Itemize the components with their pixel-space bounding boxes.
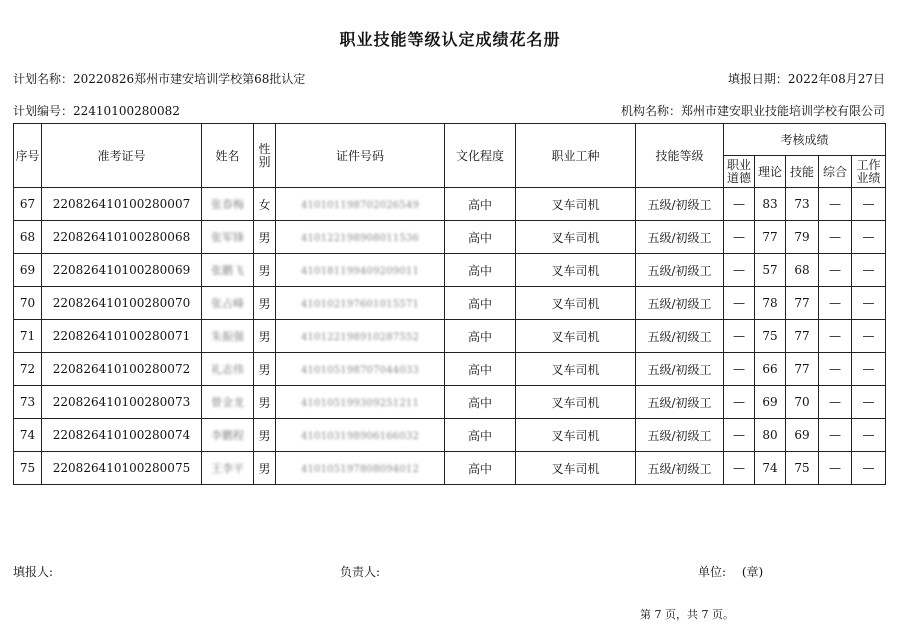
cell-gender: 男 — [254, 254, 276, 287]
cell-skill: 77 — [786, 287, 819, 320]
cell-ethics: — — [724, 419, 755, 452]
cell-education: 高中 — [445, 287, 516, 320]
cell-ethics: — — [724, 287, 755, 320]
cell-gender: 男 — [254, 320, 276, 353]
organization-value: 郑州市建安职业技能培训学校有限公司 — [680, 104, 885, 118]
cell-name-value: 曾金龙 — [211, 396, 244, 409]
cell-seq: 72 — [14, 353, 42, 386]
cell-skill-level: 五级/初级工 — [636, 254, 724, 287]
cell-name — [202, 320, 254, 353]
cell-id-number-value: 410101198702026549 — [300, 200, 420, 211]
cell-occupation: 叉车司机 — [516, 254, 636, 287]
cell-education: 高中 — [445, 353, 516, 386]
cell-id-number — [276, 353, 445, 386]
cell-education: 高中 — [445, 254, 516, 287]
cell-exam-number: 220826410100280075 — [42, 452, 202, 485]
cell-name — [202, 386, 254, 419]
table-header-row — [14, 124, 886, 156]
header-id-number: 证件号码 — [276, 124, 445, 188]
seal-label: (章) — [741, 565, 764, 579]
cell-occupation: 叉车司机 — [516, 452, 636, 485]
cell-skill: 69 — [786, 419, 819, 452]
cell-id-number-value: 410122198908011536 — [300, 233, 420, 244]
cell-performance: — — [852, 452, 886, 485]
cell-theory: 66 — [755, 353, 786, 386]
cell-occupation: 叉车司机 — [516, 188, 636, 221]
cell-performance: — — [852, 419, 886, 452]
cell-name-value: 张军锋 — [211, 231, 244, 244]
cell-occupation: 叉车司机 — [516, 386, 636, 419]
cell-name-value: 张占峰 — [211, 297, 244, 310]
cell-education: 高中 — [445, 419, 516, 452]
cell-ethics: — — [724, 452, 755, 485]
plan-number-value: 22410100280082 — [73, 104, 180, 118]
cell-comprehensive: — — [819, 452, 852, 485]
cell-education: 高中 — [445, 386, 516, 419]
cell-theory: 69 — [755, 386, 786, 419]
table-row — [14, 320, 886, 353]
filler-signature: 填报人: — [13, 565, 54, 579]
document-title: 职业技能等级认定成绩花名册 — [339, 30, 561, 49]
score-roster-table — [13, 123, 886, 485]
plan-name-value: 20220826郑州市建安培训学校第68批认定 — [73, 72, 306, 86]
cell-skill-level: 五级/初级工 — [636, 452, 724, 485]
cell-ethics: — — [724, 353, 755, 386]
cell-theory: 80 — [755, 419, 786, 452]
cell-performance: — — [852, 353, 886, 386]
cell-occupation: 叉车司机 — [516, 419, 636, 452]
table-row — [14, 386, 886, 419]
cell-theory: 78 — [755, 287, 786, 320]
cell-skill: 75 — [786, 452, 819, 485]
table-row — [14, 419, 886, 452]
table-row — [14, 452, 886, 485]
report-date-value: 2022年08月27日 — [787, 72, 885, 86]
cell-performance: — — [852, 221, 886, 254]
header-name: 姓名 — [202, 124, 254, 188]
cell-name — [202, 221, 254, 254]
cell-id-number-value: 410102197601015571 — [300, 299, 420, 310]
cell-theory: 75 — [755, 320, 786, 353]
plan-number-label: 计划编号： — [13, 104, 74, 118]
cell-occupation: 叉车司机 — [516, 353, 636, 386]
header-ethics: 职业道德 — [724, 156, 755, 188]
cell-name — [202, 188, 254, 221]
cell-comprehensive: — — [819, 287, 852, 320]
cell-skill: 77 — [786, 320, 819, 353]
cell-theory: 57 — [755, 254, 786, 287]
cell-name-value: 朱振强 — [211, 330, 244, 343]
cell-exam-number: 220826410100280069 — [42, 254, 202, 287]
cell-performance: — — [852, 188, 886, 221]
cell-comprehensive: — — [819, 419, 852, 452]
header-skill-level: 技能等级 — [636, 124, 724, 188]
cell-id-number — [276, 287, 445, 320]
cell-gender: 女 — [254, 188, 276, 221]
cell-ethics: — — [724, 221, 755, 254]
cell-exam-number: 220826410100280071 — [42, 320, 202, 353]
cell-name — [202, 287, 254, 320]
table-body — [14, 188, 886, 485]
plan-name-label: 计划名称： — [13, 72, 74, 86]
header-comprehensive: 综合 — [819, 156, 852, 188]
cell-seq: 68 — [14, 221, 42, 254]
cell-exam-number: 220826410100280074 — [42, 419, 202, 452]
unit-label: 单位: — [698, 565, 727, 579]
report-date-label: 填报日期： — [727, 72, 788, 86]
cell-skill: 77 — [786, 353, 819, 386]
cell-name-value: 王李平 — [211, 462, 244, 475]
table-row — [14, 287, 886, 320]
plan-name-line — [13, 70, 305, 87]
cell-skill: 73 — [786, 188, 819, 221]
cell-gender: 男 — [254, 287, 276, 320]
cell-id-number — [276, 254, 445, 287]
cell-name — [202, 419, 254, 452]
header-occupation: 职业工种 — [516, 124, 636, 188]
cell-ethics: — — [724, 254, 755, 287]
table-row — [14, 254, 886, 287]
cell-comprehensive: — — [819, 386, 852, 419]
cell-ethics: — — [724, 386, 755, 419]
cell-gender: 男 — [254, 452, 276, 485]
header-performance: 工作业绩 — [852, 156, 886, 188]
cell-id-number — [276, 188, 445, 221]
cell-ethics: — — [724, 188, 755, 221]
cell-id-number-value: 410105199309251211 — [300, 398, 420, 409]
page-number: 第 7 页，共 7 页。 — [640, 608, 734, 621]
cell-seq: 74 — [14, 419, 42, 452]
cell-skill-level: 五级/初级工 — [636, 386, 724, 419]
cell-name — [202, 254, 254, 287]
organization-label: 机构名称： — [620, 104, 681, 118]
cell-occupation: 叉车司机 — [516, 320, 636, 353]
cell-id-number — [276, 221, 445, 254]
cell-skill-level: 五级/初级工 — [636, 287, 724, 320]
cell-education: 高中 — [445, 452, 516, 485]
cell-gender: 男 — [254, 221, 276, 254]
cell-skill-level: 五级/初级工 — [636, 419, 724, 452]
cell-seq: 73 — [14, 386, 42, 419]
cell-id-number — [276, 452, 445, 485]
table-row — [14, 188, 886, 221]
cell-theory: 83 — [755, 188, 786, 221]
cell-exam-number: 220826410100280070 — [42, 287, 202, 320]
cell-performance: — — [852, 254, 886, 287]
header-skill: 技能 — [786, 156, 819, 188]
cell-education: 高中 — [445, 188, 516, 221]
cell-comprehensive: — — [819, 353, 852, 386]
cell-id-number-value: 410105198707044033 — [300, 365, 420, 376]
cell-id-number — [276, 419, 445, 452]
organization-line — [621, 102, 885, 119]
cell-exam-number: 220826410100280073 — [42, 386, 202, 419]
cell-name — [202, 452, 254, 485]
cell-seq: 70 — [14, 287, 42, 320]
header-scores-group: 考核成绩 — [724, 124, 886, 156]
cell-skill-level: 五级/初级工 — [636, 320, 724, 353]
cell-skill: 79 — [786, 221, 819, 254]
cell-performance: — — [852, 386, 886, 419]
cell-comprehensive: — — [819, 320, 852, 353]
cell-exam-number: 220826410100280007 — [42, 188, 202, 221]
cell-gender: 男 — [254, 419, 276, 452]
cell-skill-level: 五级/初级工 — [636, 353, 724, 386]
cell-performance: — — [852, 287, 886, 320]
cell-seq: 71 — [14, 320, 42, 353]
cell-comprehensive: — — [819, 221, 852, 254]
cell-exam-number: 220826410100280068 — [42, 221, 202, 254]
cell-id-number-value: 410105197808094012 — [300, 464, 420, 475]
cell-name — [202, 353, 254, 386]
plan-number-line — [13, 102, 180, 119]
header-education: 文化程度 — [445, 124, 516, 188]
cell-performance: — — [852, 320, 886, 353]
cell-occupation: 叉车司机 — [516, 287, 636, 320]
cell-seq: 75 — [14, 452, 42, 485]
cell-occupation: 叉车司机 — [516, 221, 636, 254]
cell-education: 高中 — [445, 320, 516, 353]
cell-seq: 69 — [14, 254, 42, 287]
cell-name-value: 张鹏飞 — [211, 264, 244, 277]
cell-skill-level: 五级/初级工 — [636, 188, 724, 221]
cell-id-number-value: 410103198906166032 — [300, 431, 420, 442]
cell-skill: 70 — [786, 386, 819, 419]
header-exam-number: 准考证号 — [42, 124, 202, 188]
cell-exam-number: 220826410100280072 — [42, 353, 202, 386]
cell-education: 高中 — [445, 221, 516, 254]
cell-comprehensive: — — [819, 188, 852, 221]
cell-name-value: 李鹏程 — [211, 429, 244, 442]
cell-theory: 74 — [755, 452, 786, 485]
cell-id-number — [276, 320, 445, 353]
report-date-line — [728, 70, 885, 87]
header-gender: 性别 — [254, 124, 276, 188]
cell-name-value: 礼志伟 — [211, 363, 244, 376]
cell-id-number-value: 410181199409209011 — [300, 266, 420, 277]
cell-comprehensive: — — [819, 254, 852, 287]
header-seq: 序号 — [14, 124, 42, 188]
cell-name-value: 张春梅 — [211, 198, 244, 211]
cell-theory: 77 — [755, 221, 786, 254]
cell-id-number — [276, 386, 445, 419]
table-row — [14, 353, 886, 386]
cell-seq: 67 — [14, 188, 42, 221]
unit-signature — [698, 563, 763, 580]
table-row — [14, 221, 886, 254]
cell-gender: 男 — [254, 353, 276, 386]
cell-id-number-value: 410122198910287552 — [300, 332, 420, 343]
cell-gender: 男 — [254, 386, 276, 419]
cell-ethics: — — [724, 320, 755, 353]
header-theory: 理论 — [755, 156, 786, 188]
responsible-signature: 负责人: — [340, 565, 381, 579]
cell-skill: 68 — [786, 254, 819, 287]
cell-skill-level: 五级/初级工 — [636, 221, 724, 254]
